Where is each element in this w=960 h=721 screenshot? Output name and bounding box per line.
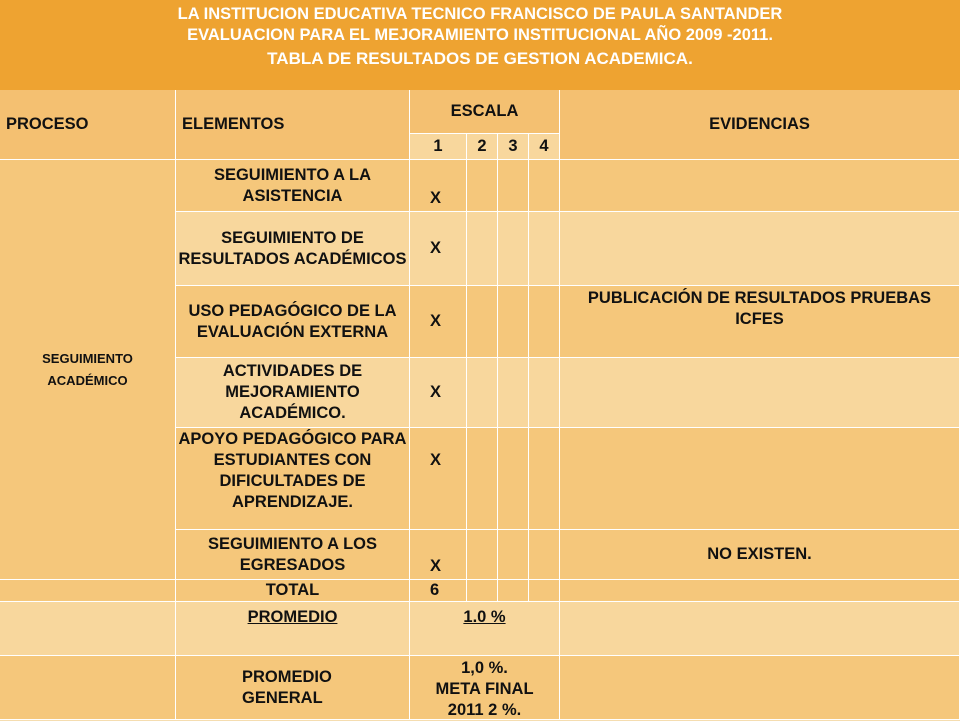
column-header-elementos: ELEMENTOS — [176, 90, 410, 160]
evidence-cell — [560, 428, 960, 530]
column-header-escala: ESCALA — [410, 90, 560, 134]
empty-cell — [498, 580, 529, 602]
empty-cell — [467, 580, 498, 602]
evidence-cell: NO EXISTEN. — [560, 530, 960, 580]
table-row-element: SEGUIMIENTO A LA ASISTENCIA — [176, 160, 410, 212]
process-cell: SEGUIMIENTO ACADÉMICO — [0, 160, 176, 580]
empty-cell — [0, 580, 176, 602]
empty-cell — [529, 530, 560, 580]
empty-cell — [467, 530, 498, 580]
evaluation-title: EVALUACION PARA EL MEJORAMIENTO INSTITUCIONAL AÑO 2009 -2011. — [187, 26, 773, 44]
table-row-element: ACTIVIDADES DE MEJORAMIENTO ACADÉMICO. — [176, 358, 410, 428]
promedio-general-label: PROMEDIO GENERAL — [176, 656, 410, 720]
score-cell: X — [410, 358, 467, 428]
empty-cell — [498, 212, 529, 286]
empty-cell — [529, 212, 560, 286]
table-row-element: APOYO PEDAGÓGICO PARA ESTUDIANTES CON DIFICULTADES DE APRENDIZAJE. — [176, 428, 410, 530]
scale-header-1: 1 — [410, 134, 467, 160]
empty-cell — [560, 602, 960, 656]
empty-cell — [467, 358, 498, 428]
scale-header-3: 3 — [498, 134, 529, 160]
empty-cell — [529, 286, 560, 358]
score-cell: X — [410, 212, 467, 286]
empty-cell — [467, 212, 498, 286]
empty-cell — [498, 428, 529, 530]
empty-cell — [529, 160, 560, 212]
total-label: TOTAL — [176, 580, 410, 602]
table-row-element: SEGUIMIENTO A LOS EGRESADOS — [176, 530, 410, 580]
evidence-cell: PUBLICACIÓN DE RESULTADOS PRUEBAS ICFES — [560, 286, 960, 358]
title-banner — [0, 0, 960, 90]
empty-cell — [498, 530, 529, 580]
empty-cell — [467, 160, 498, 212]
score-cell: X — [410, 160, 467, 212]
empty-cell — [529, 580, 560, 602]
scale-header-2: 2 — [467, 134, 498, 160]
evidence-cell — [560, 160, 960, 212]
table-title: TABLA DE RESULTADOS DE GESTION ACADEMICA. — [267, 49, 693, 68]
empty-cell — [529, 428, 560, 530]
score-cell: X — [410, 286, 467, 358]
score-cell: X — [410, 428, 467, 530]
scale-header-4: 4 — [529, 134, 560, 160]
score-cell: X — [410, 530, 467, 580]
empty-cell — [0, 602, 176, 656]
empty-cell — [560, 580, 960, 602]
empty-cell — [498, 358, 529, 428]
empty-cell — [498, 160, 529, 212]
empty-cell — [560, 656, 960, 720]
institution-title: LA INSTITUCION EDUCATIVA TECNICO FRANCISCO DE PAULA SANTANDER — [177, 5, 783, 23]
evidence-cell — [560, 212, 960, 286]
empty-cell — [529, 358, 560, 428]
table-row-element: USO PEDAGÓGICO DE LA EVALUACIÓN EXTERNA — [176, 286, 410, 358]
promedio-label: PROMEDIO — [176, 602, 410, 656]
total-value: 6 — [410, 580, 467, 602]
table-row-element: SEGUIMIENTO DE RESULTADOS ACADÉMICOS — [176, 212, 410, 286]
evidence-cell — [560, 358, 960, 428]
empty-cell — [467, 286, 498, 358]
empty-cell — [467, 428, 498, 530]
promedio-value: 1.0 % — [410, 602, 560, 656]
empty-cell — [0, 656, 176, 720]
empty-cell — [498, 286, 529, 358]
column-header-proceso: PROCESO — [0, 90, 176, 160]
column-header-evidencias: EVIDENCIAS — [560, 90, 960, 160]
promedio-general-value: 1,0 %. META FINAL 2011 2 %. — [410, 656, 560, 720]
